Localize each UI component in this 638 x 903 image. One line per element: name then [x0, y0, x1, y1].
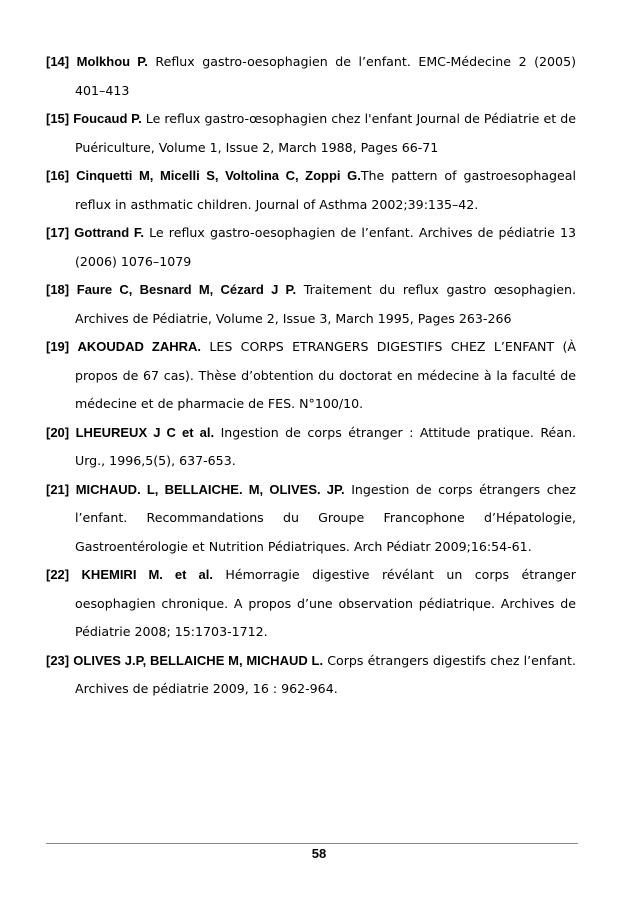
reference-number: [14]	[46, 54, 70, 69]
reference-text: Hémorragie digestive révélant un corps étranger oesophagien chronique. A propos d’une observation pédiatrique. Archives de Pédiatrie 2008; 15:1703-1712.	[75, 567, 576, 639]
reference-item-18	[46, 276, 576, 333]
reference-number: [16]	[46, 168, 70, 183]
reference-item-21	[46, 476, 576, 562]
reference-authors: Molkhou P.	[76, 54, 148, 69]
reference-item-17	[46, 219, 576, 276]
reference-text: Corps étrangers digestifs chez l’enfant. Archives de pédiatrie 2009, 16 : 962-964.	[75, 652, 576, 696]
reference-authors: MICHAUD. L, BELLAICHE. M, OLIVES. JP.	[75, 481, 345, 497]
reference-text: Reflux gastro-oesophagien de l’enfant. EMC-Médecine 2 (2005) 401–413	[75, 54, 576, 98]
reference-item-19	[46, 333, 576, 419]
reference-item-20	[46, 419, 576, 476]
reference-text: LES CORPS ETRANGERS DIGESTIFS CHEZ L’ENFANT (À propos de 67 cas). Thèse d’obtention du doctorat en médecine à la faculté de médecine et de pharmacie de FES. N°100/10.	[75, 339, 576, 411]
reference-number: [17]	[46, 225, 70, 240]
reference-number: [21]	[46, 481, 70, 497]
reference-item-23	[46, 647, 576, 704]
reference-authors: Gottrand F.	[74, 225, 144, 240]
reference-text: Ingestion de corps étrangers chez l’enfant. Recommandations du Groupe Francophone d’Hépatologie, Gastroentérologie et Nutrition Pédiatriques. Arch Pédiatr 2009;16:54-61.	[75, 481, 576, 554]
reference-authors: LHEUREUX J C et al.	[75, 424, 215, 440]
reference-number: [15]	[46, 111, 70, 126]
reference-text: Ingestion de corps étranger : Attitude pratique. Réan. Urg., 1996,5(5), 637-653.	[75, 424, 576, 468]
reference-item-14	[46, 48, 576, 105]
footer-divider	[46, 843, 578, 844]
reference-text: Traitement du reflux gastro œsophagien. Archives de Pédiatrie, Volume 2, Issue 3, March 1995, Pages 263-266	[75, 282, 576, 326]
reference-text: Le reflux gastro-œsophagien chez l'enfant Journal de Pédiatrie et de Puériculture, Volume 1, Issue 2, March 1988, Pages 66-71	[75, 111, 576, 155]
reference-list	[46, 48, 576, 704]
reference-text: Le reflux gastro-oesophagien de l’enfant. Archives de pédiatrie 13 (2006) 1076–1079	[75, 225, 576, 269]
reference-authors: AKOUDAD ZAHRA.	[77, 339, 201, 354]
reference-item-22	[46, 561, 576, 647]
reference-number: [19]	[46, 339, 70, 354]
reference-text: The pattern of gastroesophageal reflux in asthmatic children. Journal of Asthma 2002;39:135–42.	[75, 168, 576, 212]
reference-number: [22]	[46, 567, 70, 582]
reference-authors: OLIVES J.P, BELLAICHE M, MICHAUD L.	[73, 652, 324, 668]
reference-number: [20]	[46, 424, 70, 440]
reference-authors: Faure C, Besnard M, Cézard J P.	[76, 282, 297, 297]
reference-authors: Foucaud P.	[73, 111, 142, 126]
reference-authors: Cinquetti M, Micelli S, Voltolina C, Zoppi G.	[76, 168, 361, 183]
reference-number: [18]	[46, 282, 70, 297]
reference-item-15	[46, 105, 576, 162]
reference-authors: KHEMIRI M. et al.	[81, 567, 213, 582]
page-number: 58	[311, 846, 327, 861]
reference-item-16	[46, 162, 576, 219]
reference-number: [23]	[46, 652, 70, 668]
